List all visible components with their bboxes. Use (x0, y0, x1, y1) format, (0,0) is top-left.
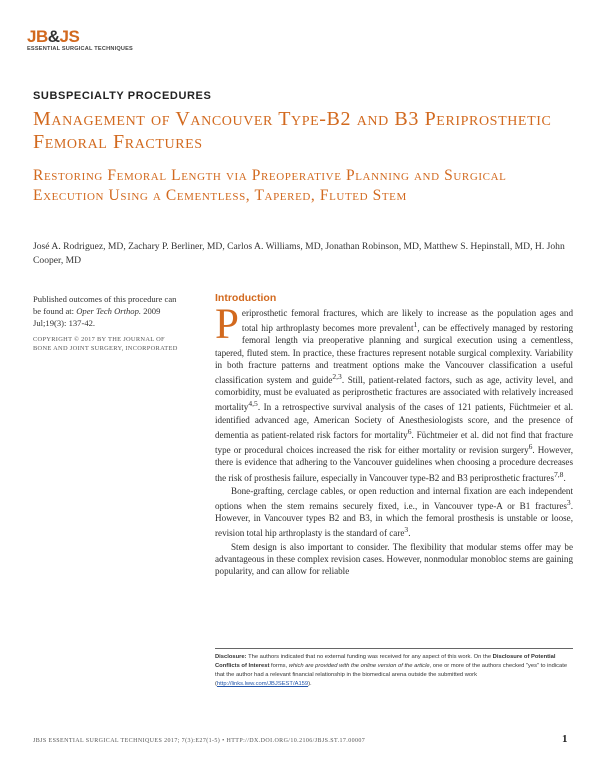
section-label: SUBSPECIALTY PROCEDURES (33, 90, 212, 102)
introduction-body (215, 301, 573, 577)
paragraph-2: Bone-grafting, cerclage cables, or open reduction and internal fixation are each independent options when the stem remains securely fixed, i.e., in Vancouver type-A or B1 fractures$^3$. However, in Vancouver types B2 and B3, in which the femoral prosthesis is unstable or loose, revision total hip arthroplasty is the standard of care$^3$. (215, 485, 573, 539)
copyright-notice: COPYRIGHT © 2017 BY THE JOURNAL OF BONE AND JOINT SURGERY, INCORPORATED (33, 336, 178, 352)
page-number: 1 (562, 733, 568, 745)
journal-logo (27, 27, 133, 52)
sidebar-notes (33, 293, 183, 353)
disclosure-note: Disclosure: The authors indicated that no external funding was received for any aspect of this work. On the Disclosure of Potential Conflicts of Interest forms, which are provided with the online version of the article, one or more of the authors checked "yes" to indicate that the author had a relevant financial relationship in the biomedical arena outside the submitted work (http://links.lww.com/JBJSEST/A159). (215, 654, 568, 687)
paragraph-3: Stem design is also important to consider. The flexibility that modular stems offer may be advantageous in these complex revision cases. However, nonmodular monobloc stems are gaining popularity, and can allow for reliable (215, 541, 573, 577)
footnote-divider (215, 648, 573, 649)
author-list: José A. Rodriguez, MD, Zachary P. Berliner, MD, Carlos A. Williams, MD, Jonathan Robinson, MD, Matthew S. Hepinstall, MD, H. John Cooper, MD (33, 241, 565, 266)
logo-part-2: JS (59, 27, 80, 46)
page-footer: JBJS ESSENTIAL SURGICAL TECHNIQUES 2017; 7(3):E27(1-5) • HTTP://DX.DOI.ORG/10.2106/JBJS.ST.17.00007 (33, 738, 366, 744)
introduction-heading: Introduction (215, 292, 277, 304)
logo-ampersand: & (47, 27, 60, 46)
article-subtitle: Restoring Femoral Length via Preoperative Planning and Surgical Execution Using a Cementless, Tapered, Fluted Stem (33, 167, 507, 204)
logo-subtitle: ESSENTIAL SURGICAL TECHNIQUES (27, 46, 133, 52)
paragraph-1: Periprosthetic femoral fractures, which are likely to increase as the population ages and total hip arthroplasty becomes more prevalent$^1$, can be effectively managed by restoring femoral length via preoperative planning and surgical execution using a cementless, tapered, fluted stem. In practice, these fractures represent notable surgical complexity. Variability in both fracture patterns and treatment options make the Vancouver classification a useful classification system and guide$^{2,3}$. Still, patient-related factors, such as age, activity level, and comorbidity, must be evaluated as periprosthetic fractures are associated with relatively increased mortality$^{4,5}$. In a retrospective survival analysis of the cases of 121 patients, Füchtmeier et al. identified advanced age, American Society of Anesthesiologists score, and the presence of dementia as patient-related risk factors for mortality$^6$. Füchtmeier et al. did not find that fracture type or procedural choices increased the risk for either mortality or revision surgery$^6$. However, there is evidence that adhering to the Vancouver guidelines when choosing a procedure decreases the risk of prosthesis failure, especially in Vancouver type-B2 and B3 periprosthetic fractures$^{7,8}$. (215, 301, 573, 483)
published-outcomes-note: Published outcomes of this procedure can be found at: Oper Tech Orthop. 2009 Jul;19(3): 137-42. (33, 294, 177, 328)
article-title: Management of Vancouver Type-B2 and B3 Periprosthetic Femoral Fractures (33, 108, 552, 153)
logo-wordmark (27, 27, 133, 47)
supplementary-link[interactable]: http://links.lww.com/JBJSEST/A159 (216, 681, 309, 687)
drop-cap: P (215, 301, 239, 348)
logo-part-1: JB (27, 27, 48, 46)
journal-citation: Oper Tech Orthop. (76, 306, 142, 316)
